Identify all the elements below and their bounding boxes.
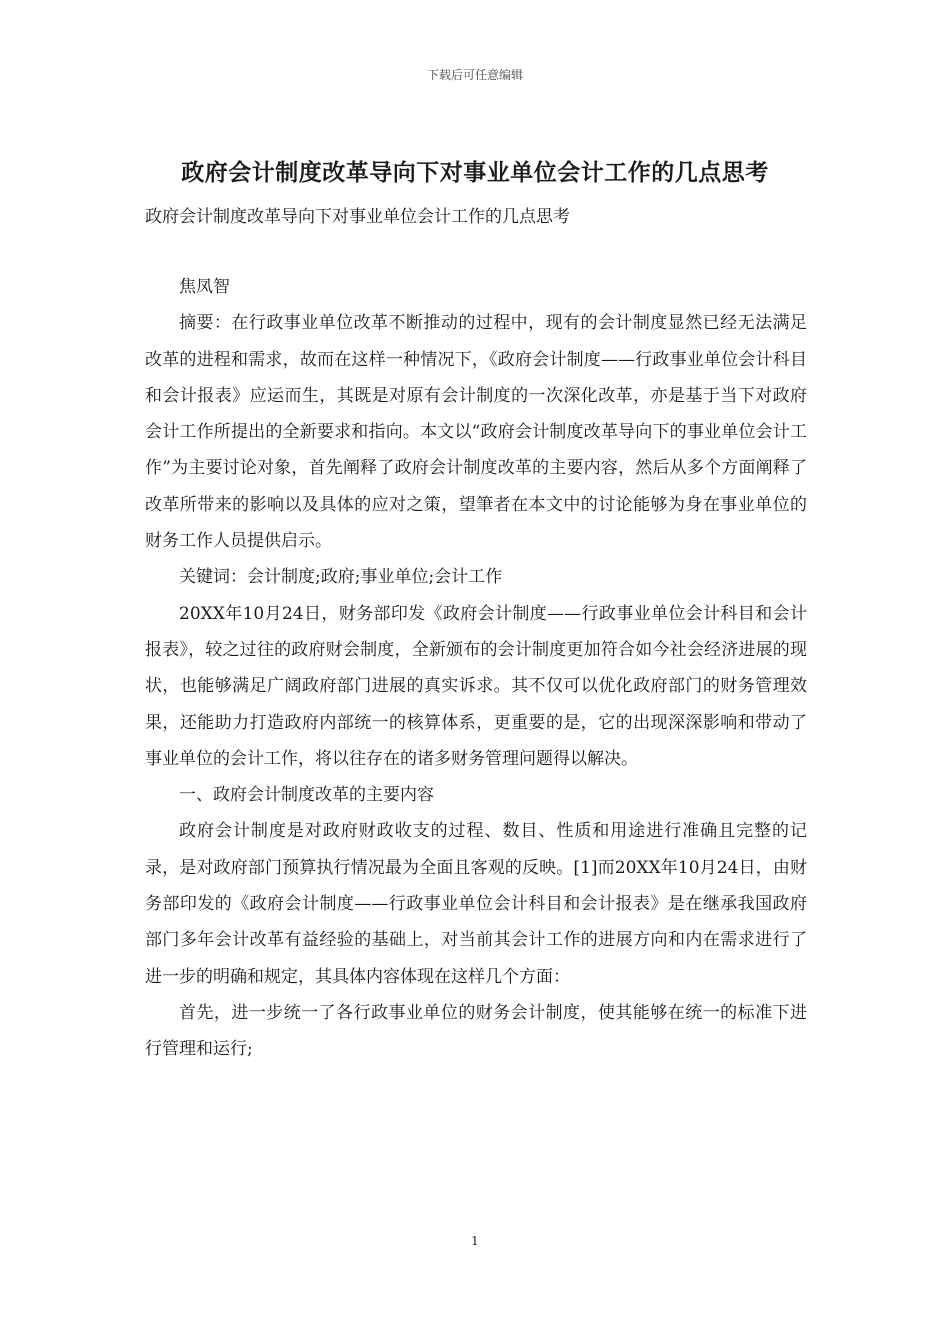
author-line: 焦凤智 [179,277,230,297]
document-body [145,269,807,1068]
header-note: 下载后可任意编辑 [426,68,523,82]
document-title: 政府会计制度改革导向下对事业单位会计工作的几点思考 [181,159,769,186]
section-heading: 一、政府会计制度改革的主要内容 [179,785,434,806]
keywords-line: 关键词：会计制度;政府;事业单位;会计工作 [179,567,503,588]
page-number: 1 [471,1234,479,1248]
first-point-paragraph: 首先，进一步统一了各行政事业单位的财务会计制度，使其能够在统一的标准下进行管理和运行; [145,1002,807,1060]
intro-paragraph: 20XX年10月24日，财务部印发《政府会计制度——行政事业单位会计科目和会计报表》，较之过往的政府财会制度，全新颁布的会计制度更加符合如今社会经济进展的现状，也能够满足广阔政府部门进展的真实诉求。其不仅可以优化政府部门的财务管理效果，还能助力打造政府内部统一的核算体系，更重要的是，它的出现深深影响和带动了事业单位的会计工作，将以往存在的诸多财务管理问题得以解决。 [145,603,807,769]
section-paragraph: 政府会计制度是对政府财政收支的过程、数目、性质和用途进行准确且完整的记录，是对政府部门预算执行情况最为全面且客观的反映。[1]而20XX年10月24日，由财务部印发的《政府会计制度——行政事业单位会计科目和会计报表》是在继承我国政府部门多年会计改革有益经验的基础上，对当前其会计工作的进展方向和内在需求进行了进一步的明确和规定，其具体内容体现在这样几个方面： [145,821,807,987]
abstract-paragraph: 摘要：在行政事业单位改革不断推动的过程中，现有的会计制度显然已经无法满足改革的进程和需求，故而在这样一种情况下，《政府会计制度——行政事业单位会计科目和会计报表》应运而生，其既是对原有会计制度的一次深化改革，亦是基于当下对政府会计工作所提出的全新要求和指向。本文以“政府会计制度改革导向下的事业单位会计工作”为主要讨论对象，首先阐释了政府会计制度改革的主要内容，然后从多个方面阐释了改革所带来的影响以及具体的应对之策，望筆者在本文中的讨论能够为身在事业单位的财务工作人员提供启示。 [145,313,807,552]
document-subtitle: 政府会计制度改革导向下对事业单位会计工作的几点思考 [145,207,570,227]
